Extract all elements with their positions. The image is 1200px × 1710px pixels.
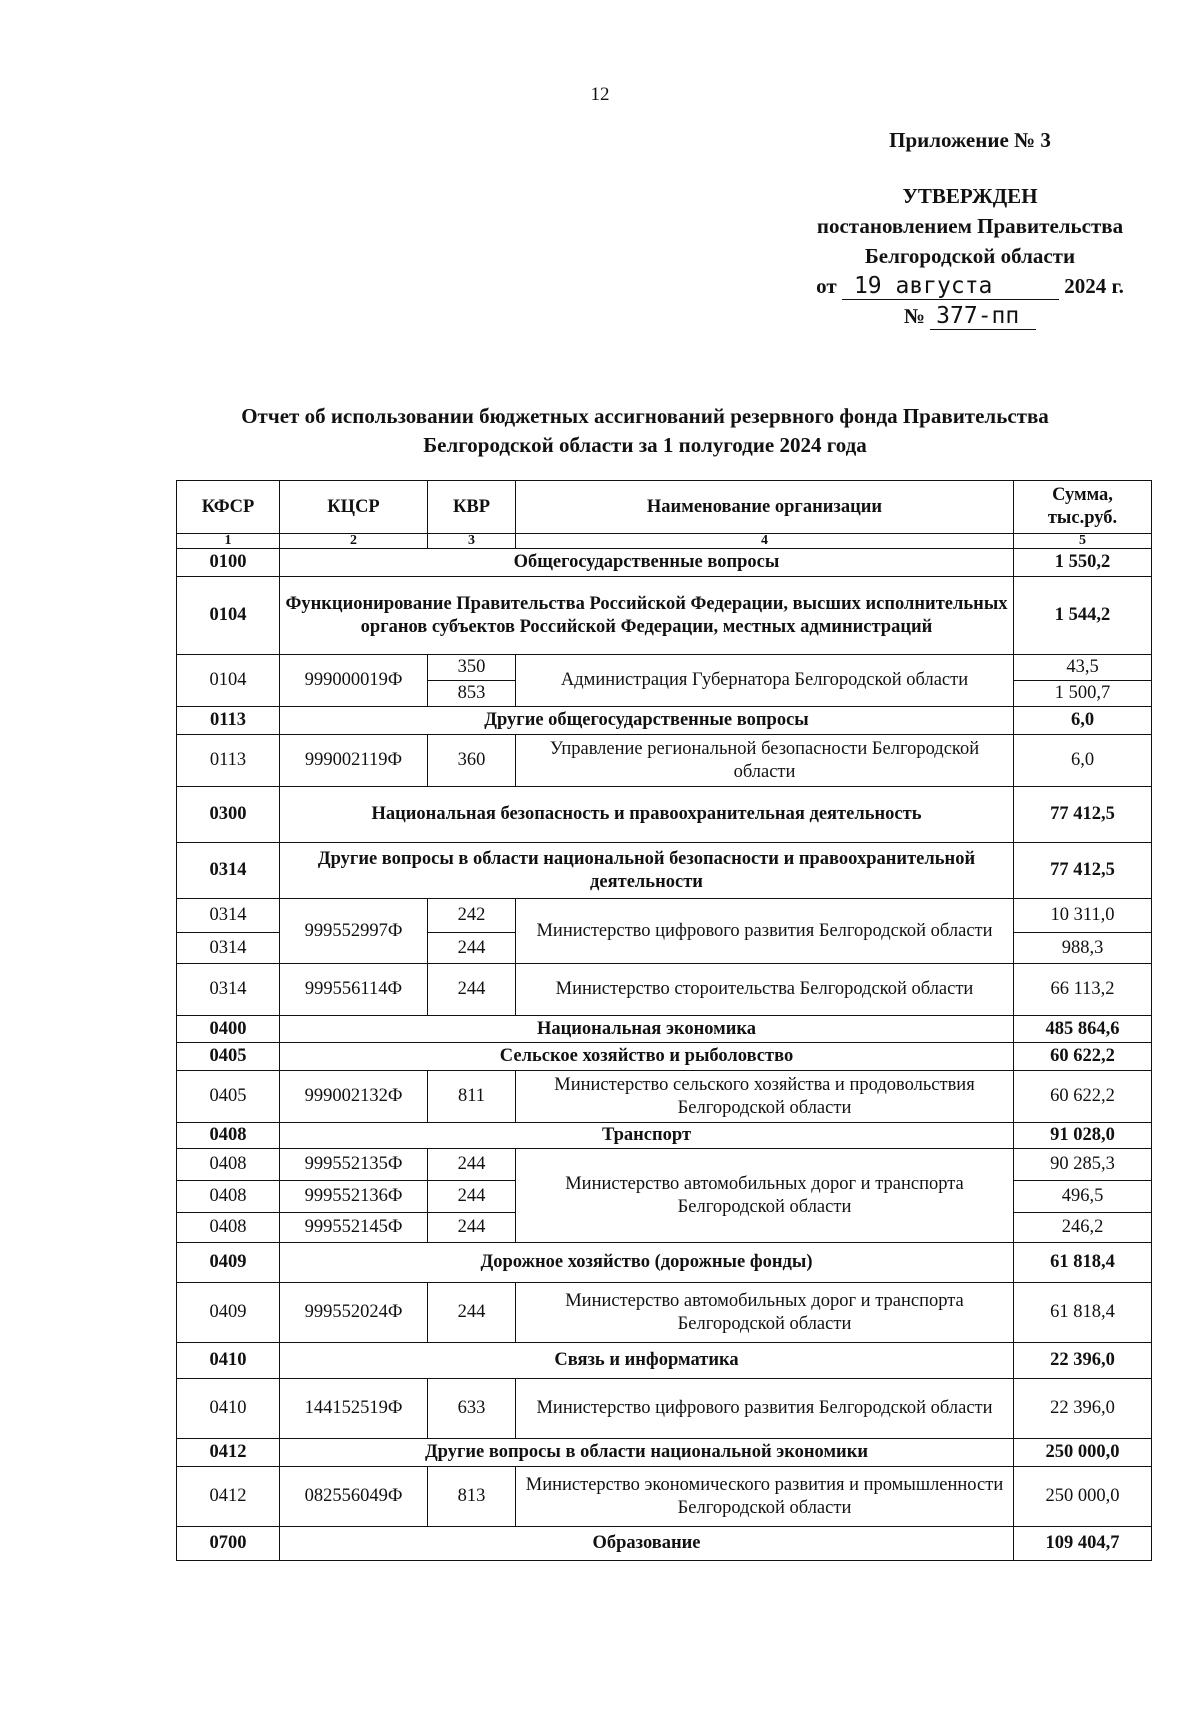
org-cell: Министерство автомобильных дорог и транспорта Белгородской области bbox=[516, 1149, 1014, 1243]
header-kcsr: КЦСР bbox=[280, 481, 428, 534]
sum-cell: 77 412,5 bbox=[1014, 787, 1152, 843]
col-number: 5 bbox=[1014, 534, 1152, 549]
section-name: Другие общегосударственные вопросы bbox=[280, 707, 1014, 735]
kvr-cell: 811 bbox=[428, 1071, 516, 1123]
sum-cell: 250 000,0 bbox=[1014, 1467, 1152, 1527]
kvr-cell: 813 bbox=[428, 1467, 516, 1527]
section-row bbox=[177, 1243, 1152, 1283]
title-line-1: Отчет об использовании бюджетных ассигнований резервного фонда Правительства bbox=[241, 404, 1049, 428]
approved-label: УТВЕРЖДЕН bbox=[902, 184, 1038, 208]
kvr-cell: 350 bbox=[428, 655, 516, 681]
section-name: Другие вопросы в области национальной безопасности и правоохранительной деятельности bbox=[280, 843, 1014, 899]
kvr-cell: 853 bbox=[428, 681, 516, 707]
sum-cell: 1 550,2 bbox=[1014, 549, 1152, 577]
section-name: Транспорт bbox=[280, 1123, 1014, 1149]
kfsr-cell: 0314 bbox=[177, 933, 280, 964]
section-row bbox=[177, 843, 1152, 899]
kfsr-cell: 0409 bbox=[177, 1283, 280, 1343]
kcsr-cell: 999002119Ф bbox=[280, 735, 428, 787]
table-row bbox=[177, 964, 1152, 1016]
kcsr-cell: 999000019Ф bbox=[280, 655, 428, 707]
number-prefix: № bbox=[903, 304, 925, 328]
kvr-cell: 244 bbox=[428, 1213, 516, 1243]
document-title bbox=[150, 402, 1140, 460]
kfsr-cell: 0408 bbox=[177, 1149, 280, 1181]
section-row bbox=[177, 1123, 1152, 1149]
kcsr-cell: 999552135Ф bbox=[280, 1149, 428, 1181]
org-cell: Министерство цифрового развития Белгородской области bbox=[516, 899, 1014, 964]
header-kvr: КВР bbox=[428, 481, 516, 534]
section-row bbox=[177, 549, 1152, 577]
number-value: 377-пп bbox=[930, 303, 1036, 330]
kfsr-cell: 0104 bbox=[177, 577, 280, 655]
section-row bbox=[177, 1527, 1152, 1561]
sum-cell: 246,2 bbox=[1014, 1213, 1152, 1243]
kfsr-cell: 0100 bbox=[177, 549, 280, 577]
date-value: 19 августа bbox=[842, 273, 1059, 300]
section-row bbox=[177, 1439, 1152, 1467]
section-row bbox=[177, 577, 1152, 655]
kvr-cell: 242 bbox=[428, 899, 516, 933]
table-row bbox=[177, 1149, 1152, 1181]
header-sum: Сумма, тыс.руб. bbox=[1014, 481, 1152, 534]
sum-cell: 988,3 bbox=[1014, 933, 1152, 964]
sum-cell: 10 311,0 bbox=[1014, 899, 1152, 933]
kfsr-cell: 0400 bbox=[177, 1016, 280, 1043]
kfsr-cell: 0408 bbox=[177, 1213, 280, 1243]
kvr-cell: 244 bbox=[428, 933, 516, 964]
column-numbers-row bbox=[177, 534, 1152, 549]
sum-cell: 66 113,2 bbox=[1014, 964, 1152, 1016]
kvr-cell: 244 bbox=[428, 964, 516, 1016]
header-org: Наименование организации bbox=[516, 481, 1014, 534]
approval-line-1: постановлением Правительства bbox=[816, 214, 1124, 238]
col-number: 3 bbox=[428, 534, 516, 549]
section-row bbox=[177, 1343, 1152, 1379]
section-name: Другие вопросы в области национальной экономики bbox=[280, 1439, 1014, 1467]
org-cell: Министерство стороительства Белгородской области bbox=[516, 964, 1014, 1016]
kfsr-cell: 0410 bbox=[177, 1379, 280, 1439]
org-cell: Министерство сельского хозяйства и продовольствия Белгородской области bbox=[516, 1071, 1014, 1123]
section-row bbox=[177, 1043, 1152, 1071]
table-row bbox=[177, 1283, 1152, 1343]
kfsr-cell: 0408 bbox=[177, 1181, 280, 1213]
section-row bbox=[177, 707, 1152, 735]
section-name: Общегосударственные вопросы bbox=[280, 549, 1014, 577]
approval-date bbox=[770, 271, 1170, 301]
kfsr-cell: 0314 bbox=[177, 899, 280, 933]
kcsr-cell: 999552024Ф bbox=[280, 1283, 428, 1343]
header-kfsr: КФСР bbox=[177, 481, 280, 534]
kfsr-cell: 0405 bbox=[177, 1071, 280, 1123]
sum-cell: 496,5 bbox=[1014, 1181, 1152, 1213]
sum-cell: 22 396,0 bbox=[1014, 1343, 1152, 1379]
section-name: Связь и информатика bbox=[280, 1343, 1014, 1379]
kcsr-cell: 999556114Ф bbox=[280, 964, 428, 1016]
table-row bbox=[177, 1071, 1152, 1123]
table-row bbox=[177, 899, 1152, 933]
sum-cell: 485 864,6 bbox=[1014, 1016, 1152, 1043]
section-name: Образование bbox=[280, 1527, 1014, 1561]
section-row bbox=[177, 787, 1152, 843]
kfsr-cell: 0314 bbox=[177, 964, 280, 1016]
org-cell: Администрация Губернатора Белгородской области bbox=[516, 655, 1014, 707]
section-name: Функционирование Правительства Российской Федерации, высших исполнительных органов субъектов Российской Федерации, местных администраций bbox=[280, 577, 1014, 655]
kvr-cell: 360 bbox=[428, 735, 516, 787]
approval-number bbox=[770, 301, 1170, 331]
col-number: 1 bbox=[177, 534, 280, 549]
sum-cell: 109 404,7 bbox=[1014, 1527, 1152, 1561]
kcsr-cell: 999002132Ф bbox=[280, 1071, 428, 1123]
table-row bbox=[177, 1467, 1152, 1527]
section-name: Дорожное хозяйство (дорожные фонды) bbox=[280, 1243, 1014, 1283]
sum-cell: 22 396,0 bbox=[1014, 1379, 1152, 1439]
kcsr-cell: 999552136Ф bbox=[280, 1181, 428, 1213]
kcsr-cell: 999552145Ф bbox=[280, 1213, 428, 1243]
sum-cell: 6,0 bbox=[1014, 707, 1152, 735]
sum-cell: 91 028,0 bbox=[1014, 1123, 1152, 1149]
org-cell: Министерство цифрового развития Белгородской области bbox=[516, 1379, 1014, 1439]
date-year: 2024 г. bbox=[1064, 274, 1124, 298]
section-row bbox=[177, 1016, 1152, 1043]
col-number: 4 bbox=[516, 534, 1014, 549]
table-row bbox=[177, 655, 1152, 681]
sum-cell: 43,5 bbox=[1014, 655, 1152, 681]
sum-cell: 1 500,7 bbox=[1014, 681, 1152, 707]
org-cell: Министерство автомобильных дорог и транспорта Белгородской области bbox=[516, 1283, 1014, 1343]
kcsr-cell: 999552997Ф bbox=[280, 899, 428, 964]
kfsr-cell: 0412 bbox=[177, 1439, 280, 1467]
table-row bbox=[177, 735, 1152, 787]
date-prefix: от bbox=[816, 274, 837, 298]
title-line-2: Белгородской области за 1 полугодие 2024 года bbox=[423, 433, 867, 457]
sum-cell: 60 622,2 bbox=[1014, 1043, 1152, 1071]
kfsr-cell: 0409 bbox=[177, 1243, 280, 1283]
kcsr-cell: 144152519Ф bbox=[280, 1379, 428, 1439]
sum-cell: 90 285,3 bbox=[1014, 1149, 1152, 1181]
org-cell: Управление региональной безопасности Белгородской области bbox=[516, 735, 1014, 787]
report-table bbox=[176, 480, 1152, 1561]
kcsr-cell: 082556049Ф bbox=[280, 1467, 428, 1527]
org-cell: Министерство экономического развития и промышленности Белгородской области bbox=[516, 1467, 1014, 1527]
kvr-cell: 244 bbox=[428, 1181, 516, 1213]
kfsr-cell: 0300 bbox=[177, 787, 280, 843]
kfsr-cell: 0408 bbox=[177, 1123, 280, 1149]
kfsr-cell: 0113 bbox=[177, 735, 280, 787]
approval-stamp bbox=[770, 125, 1170, 331]
sum-cell: 6,0 bbox=[1014, 735, 1152, 787]
kvr-cell: 244 bbox=[428, 1283, 516, 1343]
sum-cell: 61 818,4 bbox=[1014, 1283, 1152, 1343]
kvr-cell: 633 bbox=[428, 1379, 516, 1439]
kfsr-cell: 0104 bbox=[177, 655, 280, 707]
kfsr-cell: 0405 bbox=[177, 1043, 280, 1071]
kfsr-cell: 0700 bbox=[177, 1527, 280, 1561]
sum-cell: 77 412,5 bbox=[1014, 843, 1152, 899]
section-name: Национальная безопасность и правоохранительная деятельность bbox=[280, 787, 1014, 843]
appendix-label: Приложение № 3 bbox=[889, 128, 1051, 152]
kfsr-cell: 0412 bbox=[177, 1467, 280, 1527]
kfsr-cell: 0113 bbox=[177, 707, 280, 735]
section-name: Национальная экономика bbox=[280, 1016, 1014, 1043]
sum-cell: 250 000,0 bbox=[1014, 1439, 1152, 1467]
kfsr-cell: 0410 bbox=[177, 1343, 280, 1379]
kvr-cell: 244 bbox=[428, 1149, 516, 1181]
approval-line-2: Белгородской области bbox=[864, 244, 1076, 268]
page-number: 12 bbox=[590, 84, 610, 105]
sum-cell: 61 818,4 bbox=[1014, 1243, 1152, 1283]
kfsr-cell: 0314 bbox=[177, 843, 280, 899]
table-header-row bbox=[177, 481, 1152, 534]
sum-cell: 60 622,2 bbox=[1014, 1071, 1152, 1123]
sum-cell: 1 544,2 bbox=[1014, 577, 1152, 655]
table-row bbox=[177, 1379, 1152, 1439]
section-name: Сельское хозяйство и рыболовство bbox=[280, 1043, 1014, 1071]
col-number: 2 bbox=[280, 534, 428, 549]
